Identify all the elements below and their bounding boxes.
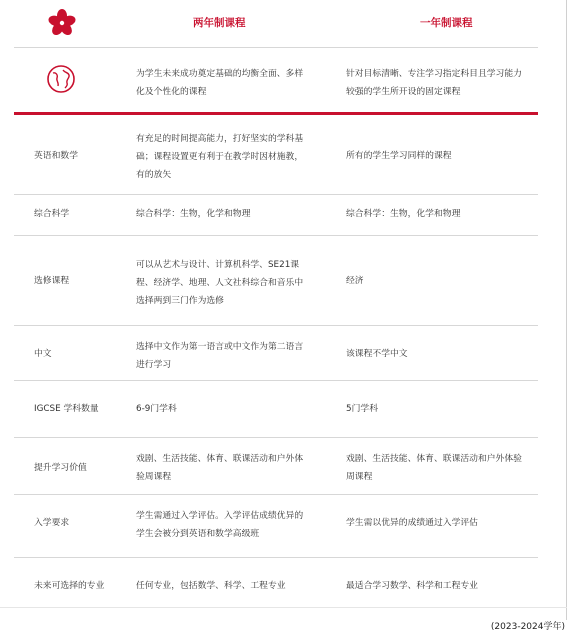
divider (14, 557, 538, 558)
row-two-year: 可以从艺术与设计、计算机科学、SE21课程、经济学、地理、人文社科综合和音乐中选择两到三门作为选修 (136, 260, 304, 306)
row-label: 综合科学 (34, 209, 70, 219)
row-one-year: 学生需以优异的成绩通过入学评估 (346, 518, 478, 528)
divider (14, 325, 538, 326)
row-one-year: 5门学科 (346, 404, 378, 414)
row-two-year: 选择中文作为第一语言或中文作为第二语言进行学习 (136, 342, 304, 370)
row-two-year: 戏剧、生活技能、体育、联课活动和户外体验周课程 (136, 454, 304, 482)
intro-one-year: 针对目标清晰、专注学习指定科目且学习能力较强的学生所开设的固定课程 (346, 69, 522, 97)
row-label: 未来可选择的专业 (34, 581, 105, 591)
divider (14, 494, 538, 495)
row-two-year: 有充足的时间提高能力，打好坚实的学科基础；课程设置更有利于在教学时因材施教，有的放矢 (136, 134, 304, 180)
row-two-year: 任何专业，包括数学、科学、工程专业 (136, 581, 286, 591)
divider (14, 194, 538, 195)
divider (14, 235, 538, 236)
intro-two-year: 为学生未来成功奠定基础的均衡全面、多样化及个性化的课程 (136, 69, 304, 97)
divider (14, 47, 538, 48)
row-two-year: 学生需通过入学评估。入学评估成绩优异的学生会被分到英语和数学高级班 (136, 511, 304, 539)
row-one-year: 经济 (346, 276, 364, 286)
divider (14, 380, 538, 381)
row-label: 英语和数学 (34, 151, 78, 161)
globe-icon (46, 64, 76, 98)
row-one-year: 戏剧、生活技能、体育、联课活动和户外体验周课程 (346, 454, 522, 482)
row-label: 选修课程 (34, 276, 70, 286)
row-two-year: 综合科学：生物，化学和物理 (136, 209, 251, 219)
row-one-year: 该课程不学中文 (346, 349, 408, 359)
row-one-year: 综合科学：生物，化学和物理 (346, 209, 461, 219)
row-label: IGCSE 学科数量 (34, 404, 99, 414)
row-one-year: 最适合学习数学、科学和工程专业 (346, 581, 478, 591)
header-one-year: 一年制课程 (420, 17, 473, 29)
header-two-year: 两年制课程 (193, 17, 246, 29)
section-rule (14, 112, 538, 115)
divider (14, 437, 538, 438)
academic-year-note: (2023-2024学年) (490, 622, 565, 632)
row-label: 提升学习价值 (34, 463, 87, 473)
row-label: 中文 (34, 349, 52, 359)
flower-logo-icon (48, 9, 76, 41)
row-two-year: 6-9门学科 (136, 404, 177, 414)
row-label: 入学要求 (34, 518, 70, 528)
column-divider (0, 607, 567, 608)
row-one-year: 所有的学生学习同样的课程 (346, 151, 452, 161)
